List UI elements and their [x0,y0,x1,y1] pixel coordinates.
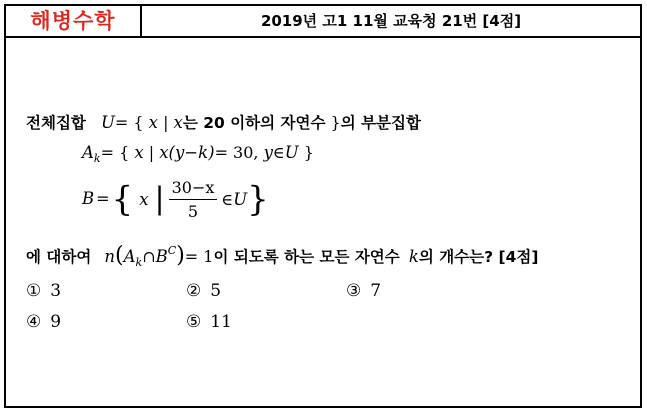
set-condition: 는 20 이하의 자연수 [182,114,326,132]
var-k: k [408,247,419,266]
question-line-1 [26,111,421,133]
header-bar [6,6,640,38]
set-close: } [325,113,341,132]
fraction-numerator: 30−x [169,178,218,200]
choice-value: 7 [370,281,382,301]
complement-superscript: C [167,244,177,257]
set-bar: | [143,143,160,162]
intersection-symbol: ∩ [142,247,156,266]
choice-number: ⑤ [186,312,202,332]
fraction [169,178,218,221]
line4-middle: 이 되도록 하는 모든 자연수 [213,248,400,266]
var-x: x [173,113,183,132]
choice-value: 5 [210,281,222,301]
universal-set-symbol: U [101,113,115,132]
var-x: x [148,113,158,132]
set-open: = { [114,113,149,132]
universal-set-symbol: U [284,143,299,162]
set-open: = { [100,143,135,162]
choice-number: ② [186,281,202,301]
choice-number: ③ [346,281,362,301]
problem-source: 2019년 고1 11월 교육청 21번 [4점] [260,12,522,30]
choice-value: 9 [50,312,62,332]
set-A-definition [82,143,314,165]
set-A-symbol: A [82,143,94,162]
line1-prefix: 전체집합 [26,114,86,132]
set-close: } [298,143,314,162]
set-A-expression: x(y−k) [159,143,215,162]
line4-suffix: 의 개수는? [4점] [418,248,539,266]
set-A-symbol: A [123,247,136,266]
var-x: x [134,143,144,162]
right-paren: ) [176,243,185,268]
fraction-denominator: 5 [187,202,199,221]
set-bar: | [157,113,174,132]
universal-set-symbol: U [233,190,248,209]
var-y: y [263,143,273,162]
choice-4[interactable] [26,312,61,332]
equals-1: = 1 [184,247,214,266]
choice-5[interactable] [186,312,232,332]
big-bar: | [154,181,165,217]
equals-30: = 30, [214,143,264,162]
choice-2[interactable] [186,281,221,301]
var-x: x [139,190,149,209]
big-right-brace: } [247,179,269,220]
big-left-brace: { [111,179,134,220]
set-B-definition [82,178,269,221]
cardinality-n: n [104,247,116,266]
question-line-4 [26,243,538,269]
set-B-symbol: B [82,189,95,208]
line4-prefix: 에 대하여 [26,248,92,266]
subscript-k: k [135,256,143,269]
choice-value: 11 [210,312,232,332]
element-of-symbol: ∈ [272,143,285,162]
choice-1[interactable] [26,281,61,301]
equals: = [96,189,110,208]
choice-3[interactable] [346,281,381,301]
choice-number: ④ [26,312,42,332]
element-of-symbol: ∈ [221,190,234,209]
set-B-symbol: B [155,247,168,266]
choice-value: 3 [50,281,62,301]
line1-suffix: 의 부분집합 [340,114,421,132]
choice-number: ① [26,281,42,301]
brand-logo-text: 해병수학 [6,6,142,36]
left-paren: ( [115,243,124,268]
subscript-k: k [93,152,101,165]
